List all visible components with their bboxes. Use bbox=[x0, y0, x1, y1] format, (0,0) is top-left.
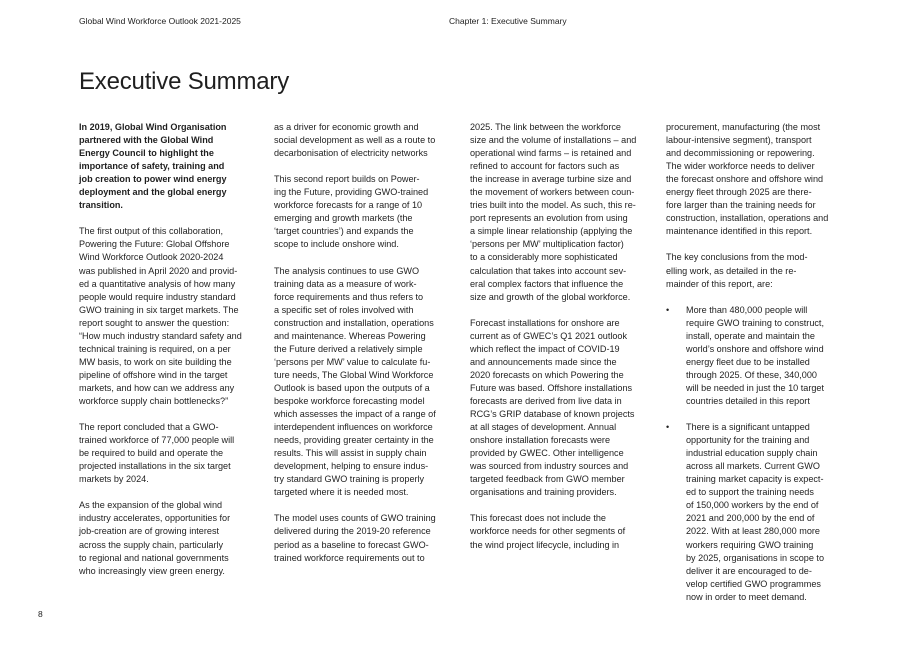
text-line: will be needed in just the 10 target bbox=[686, 382, 825, 393]
text-line: industrial education supply chain bbox=[686, 448, 818, 459]
text-line: scope to include onshore wind. bbox=[274, 239, 399, 250]
text-line: size and growth of the global workforce. bbox=[470, 291, 631, 302]
page-number: 8 bbox=[38, 609, 43, 619]
text-line: provided by GWEC. Other intelligence bbox=[470, 448, 624, 459]
text-line: deliver it are encouraged to de- bbox=[686, 565, 812, 576]
text-line: and maintenance. Whereas Powering bbox=[274, 330, 426, 341]
lead-paragraph bbox=[79, 121, 259, 212]
running-header-chapter: Chapter 1: Executive Summary bbox=[449, 16, 567, 26]
text-line: countries detailed in this report bbox=[686, 395, 810, 406]
text-line: a specific set of roles involved with bbox=[274, 304, 414, 315]
text-line: job-creation are of growing interest bbox=[79, 526, 220, 537]
text-line: The analysis continues to use GWO bbox=[274, 265, 420, 276]
text-line: ‘target countries’) and expands the bbox=[274, 226, 414, 237]
text-line: which assesses the impact of a range of bbox=[274, 409, 436, 420]
text-line: size and the volume of installations – and bbox=[470, 135, 637, 146]
paragraph bbox=[470, 317, 650, 500]
text-line: by 2025, organisations in scope to bbox=[686, 552, 825, 563]
text-line: port represents an evolution from using bbox=[470, 213, 628, 224]
list-item-text bbox=[686, 304, 846, 408]
text-line: across all markets. Current GWO bbox=[686, 461, 820, 472]
text-line: which reflect the impact of COVID-19 bbox=[470, 343, 620, 354]
text-line: targeted where it is needed most. bbox=[274, 487, 409, 498]
bullet-marker: • bbox=[666, 422, 670, 433]
text-line: Forecast installations for onshore are bbox=[470, 317, 620, 328]
text-line: current as of GWEC’s Q1 2021 outlook bbox=[470, 330, 628, 341]
text-line: was sourced from industry sources and bbox=[470, 461, 629, 472]
text-line: mainder of this report, are: bbox=[666, 278, 773, 289]
text-line: through 2025. Of these, 340,000 bbox=[686, 369, 817, 380]
text-line: markets, and how can we address any bbox=[79, 382, 235, 393]
list-item bbox=[666, 421, 846, 604]
text-line: report sought to answer the question: bbox=[79, 317, 230, 328]
text-line: workforce needs for other segments of bbox=[470, 526, 626, 537]
text-line: This forecast does not include the bbox=[470, 513, 606, 524]
text-line: transition. bbox=[79, 200, 123, 211]
text-line: procurement, manufacturing (the most bbox=[666, 122, 821, 132]
text-line: now in order to meet demand. bbox=[686, 591, 807, 602]
paragraph bbox=[274, 265, 454, 500]
text-line: trained workforce requirements out to bbox=[274, 552, 425, 563]
text-line: training data as a measure of work- bbox=[274, 278, 417, 289]
text-line: results. This will assist in supply chain bbox=[274, 448, 427, 459]
text-line: GWO training in six target markets. The bbox=[79, 304, 239, 315]
list-item bbox=[666, 304, 846, 408]
text-line: tries built into the model. As such, this re- bbox=[470, 200, 636, 211]
text-line: technical training is required, on a per bbox=[79, 343, 231, 354]
text-line: energy fleet through 2025 are there- bbox=[666, 187, 812, 198]
text-line: onshore installation forecasts were bbox=[470, 435, 611, 446]
text-line: industry accelerates, opportunities for bbox=[79, 513, 231, 524]
text-line: delivered during the 2019-20 reference bbox=[274, 526, 431, 537]
text-line: people would require industry standard bbox=[79, 291, 236, 302]
text-line: Wind Workforce Outlook 2020-2024 bbox=[79, 252, 224, 263]
text-column-2 bbox=[274, 121, 454, 578]
bullet-marker: • bbox=[666, 304, 670, 315]
text-line: projected installations in the six target bbox=[79, 461, 231, 472]
paragraph bbox=[79, 499, 259, 577]
text-line: the forecast onshore and offshore wind bbox=[666, 174, 824, 185]
text-line: as a driver for economic growth and bbox=[274, 122, 419, 132]
text-line: There is a significant untapped bbox=[686, 422, 810, 433]
text-line: pipeline of offshore wind in the target bbox=[79, 369, 228, 380]
text-line: training market capacity is expect- bbox=[686, 474, 824, 485]
text-column-3 bbox=[470, 121, 650, 565]
text-line: construction, installation, operations and bbox=[666, 213, 829, 224]
text-line: force requirements and thus refers to bbox=[274, 291, 424, 302]
text-line: MW basis, to work on site building the bbox=[79, 356, 232, 367]
text-line: development, helping to ensure indus- bbox=[274, 461, 429, 472]
text-line: 2020 forecasts on which Powering the bbox=[470, 369, 624, 380]
text-column-1 bbox=[79, 121, 259, 591]
paragraph bbox=[666, 121, 846, 238]
text-line: to regional and national governments bbox=[79, 552, 229, 563]
text-line: across the supply chain, particularly bbox=[79, 539, 224, 550]
text-line: ing the Future, providing GWO-trained bbox=[274, 187, 429, 198]
text-line: the wind project lifecycle, including in bbox=[470, 539, 620, 550]
text-line: emerging and growth markets (the bbox=[274, 213, 413, 224]
text-line: trained workforce of 77,000 people will bbox=[79, 435, 235, 446]
text-line: importance of safety, training and bbox=[79, 161, 225, 172]
text-line: and announcements made since the bbox=[470, 356, 617, 367]
text-line: ‘persons per MW’ multiplication factor) bbox=[470, 239, 624, 250]
text-line: As the expansion of the global wind bbox=[79, 500, 223, 511]
text-line: energy fleet due to be installed bbox=[686, 356, 810, 367]
text-line: the movement of workers between coun- bbox=[470, 187, 635, 198]
text-line: workforce forecasts for a range of 10 bbox=[274, 200, 423, 211]
paragraph bbox=[470, 512, 650, 551]
text-line: who increasingly view green energy. bbox=[79, 565, 225, 576]
text-line: of 150,000 workers by the end of bbox=[686, 500, 819, 511]
text-line: the increase in average turbine size and bbox=[470, 174, 632, 185]
text-line: was published in April 2020 and provid- bbox=[79, 265, 238, 276]
text-line: require GWO training to construct, bbox=[686, 317, 824, 328]
text-line: RCG’s GRIP database of known projects bbox=[470, 409, 635, 420]
text-line: deployment and the global energy bbox=[79, 187, 227, 198]
text-line: forecasts are derived from live data in bbox=[470, 395, 622, 406]
text-line: opportunity for the training and bbox=[686, 435, 810, 446]
text-line: at all stages of development. Annual bbox=[470, 422, 617, 433]
text-line: markets by 2024. bbox=[79, 474, 149, 485]
text-line: decarbonisation of electricity networks bbox=[274, 148, 428, 159]
text-line: The model uses counts of GWO training bbox=[274, 513, 436, 524]
text-line: refined to account for factors such as bbox=[470, 161, 620, 172]
text-line: ‘persons per MW’ value to calculate fu- bbox=[274, 356, 431, 367]
text-line: In 2019, Global Wind Organisation bbox=[79, 122, 227, 132]
text-line: velop certified GWO programmes bbox=[686, 578, 821, 589]
text-line: labour-intensive segment), transport bbox=[666, 135, 812, 146]
text-line: interdependent influences on workforce bbox=[274, 422, 433, 433]
text-line: job creation to power wind energy bbox=[79, 174, 227, 185]
list-item-text bbox=[686, 421, 846, 604]
paragraph bbox=[79, 225, 259, 408]
text-line: construction and installation, operations bbox=[274, 317, 434, 328]
paragraph bbox=[79, 421, 259, 486]
text-line: organisations and training providers. bbox=[470, 487, 617, 498]
text-line: ed to support the training needs bbox=[686, 487, 814, 498]
paragraph bbox=[470, 121, 650, 304]
text-line: elling work, as detailed in the re- bbox=[666, 265, 797, 276]
text-line: the Future derived a relatively simple bbox=[274, 343, 423, 354]
text-line: install, operate and maintain the bbox=[686, 330, 815, 341]
text-line: ed a quantitative analysis of how many bbox=[79, 278, 236, 289]
text-line: workforce supply chain bottlenecks?” bbox=[79, 395, 229, 406]
paragraph bbox=[666, 251, 846, 290]
paragraph bbox=[274, 173, 454, 251]
text-line: partnered with the Global Wind bbox=[79, 135, 214, 146]
text-line: The report concluded that a GWO- bbox=[79, 422, 219, 433]
page-title: Executive Summary bbox=[79, 68, 289, 95]
text-line: and decommissioning or repowering. bbox=[666, 148, 815, 159]
text-line: a simple linear relationship (applying the bbox=[470, 226, 633, 237]
text-line: to a considerably more sophisticated bbox=[470, 252, 618, 263]
text-line: bespoke workforce forecasting model bbox=[274, 395, 425, 406]
text-line: needs, providing greater certainty in the bbox=[274, 435, 434, 446]
text-line: Powering the Future: Global Offshore bbox=[79, 239, 230, 250]
text-line: operational wind farms – is retained and bbox=[470, 148, 632, 159]
text-line: 2022. With at least 280,000 more bbox=[686, 526, 820, 537]
key-conclusions-list bbox=[666, 304, 846, 604]
text-line: “How much industry standard safety and bbox=[79, 330, 242, 341]
text-line: world’s onshore and offshore wind bbox=[686, 343, 824, 354]
text-line: Energy Council to highlight the bbox=[79, 148, 214, 159]
text-line: maintenance identified in this report. bbox=[666, 226, 813, 237]
text-line: period as a baseline to forecast GWO- bbox=[274, 539, 429, 550]
paragraph bbox=[274, 121, 454, 160]
text-line: Future was based. Offshore installations bbox=[470, 382, 633, 393]
running-header-title: Global Wind Workforce Outlook 2021-2025 bbox=[79, 16, 241, 26]
text-line: fore larger than the training needs for bbox=[666, 200, 816, 211]
text-line: This second report builds on Power- bbox=[274, 174, 420, 185]
text-line: social development as well as a route to bbox=[274, 135, 436, 146]
text-column-4 bbox=[666, 121, 846, 617]
text-line: ture needs, The Global Wind Workforce bbox=[274, 369, 434, 380]
text-line: The first output of this collaboration, bbox=[79, 226, 224, 237]
text-line: calculation that takes into account sev- bbox=[470, 265, 627, 276]
text-line: Outlook is based upon the outputs of a bbox=[274, 382, 430, 393]
text-line: targeted feedback from GWO member bbox=[470, 474, 625, 485]
text-line: eral complex factors that influence the bbox=[470, 278, 624, 289]
text-line: The key conclusions from the mod- bbox=[666, 252, 808, 263]
paragraph bbox=[274, 512, 454, 564]
text-line: The wider workforce needs to deliver bbox=[666, 161, 815, 172]
text-line: workers requiring GWO training bbox=[686, 539, 814, 550]
text-line: 2025. The link between the workforce bbox=[470, 122, 621, 132]
text-line: More than 480,000 people will bbox=[686, 304, 808, 315]
text-line: 2021 and 200,000 by the end of bbox=[686, 513, 815, 524]
text-line: be required to build and operate the bbox=[79, 448, 224, 459]
text-line: try standard GWO training is properly bbox=[274, 474, 425, 485]
